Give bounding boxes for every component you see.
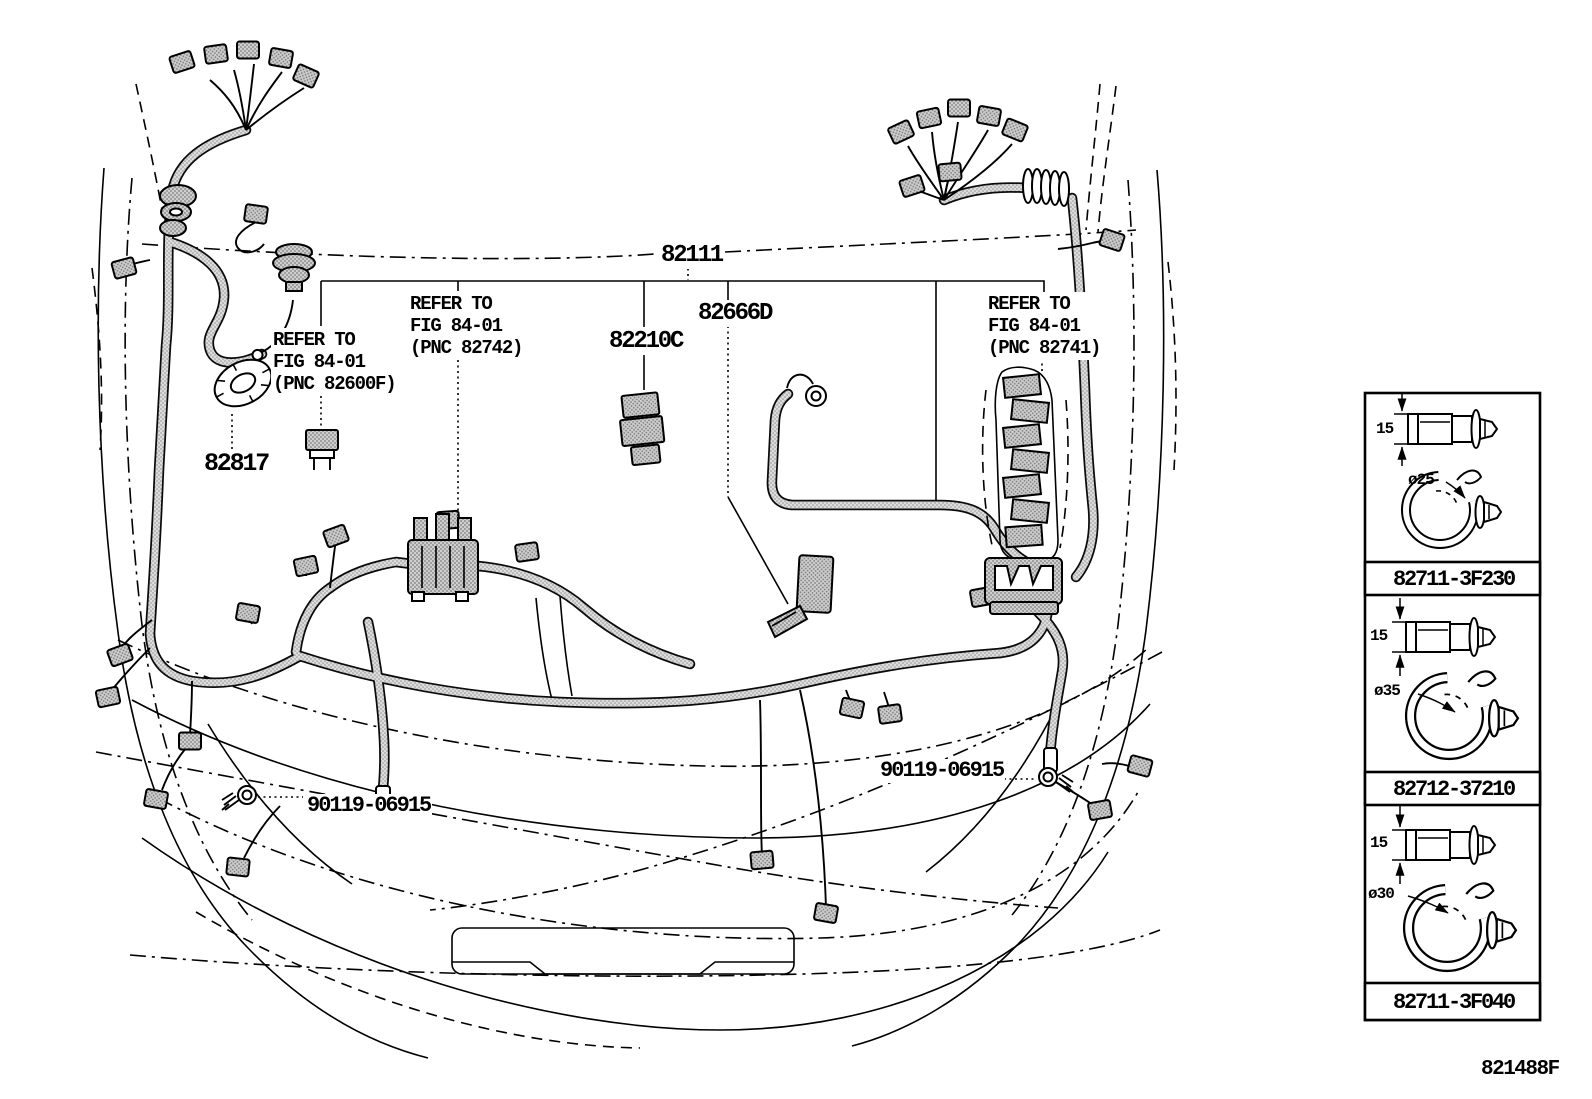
connector-icon [878,704,902,724]
part-number-82712-37210: 82712-37210 [1392,777,1515,802]
relay-82600f-icon [306,430,338,470]
bracket-82666d-icon [768,555,833,637]
connector-icon [107,643,133,666]
reference-line: REFER TO [988,293,1070,315]
reference-line: FIG 84-01 [988,315,1080,337]
connector-icon [899,175,925,198]
connector-icon [515,542,539,562]
ring-terminal-icon [806,386,826,406]
reference-note-82741 [986,292,1102,360]
horn-dome-icon [273,244,315,291]
relay-box-82742-icon [408,514,478,601]
connector-icon [814,903,839,924]
fuse-box-icon [985,558,1062,614]
bolt-icon [222,786,256,810]
connector-icon [948,100,970,117]
relay-82210c-icon [617,392,666,466]
dimension-label: 15 [1376,420,1394,438]
diameter-label: ø30 [1368,885,1394,903]
reference-note-82600f [271,328,397,396]
dimension-label: 15 [1370,834,1388,852]
connector-icon [269,48,294,69]
part-label-82666d: 82666D [698,300,772,327]
reference-line: REFER TO [410,293,492,315]
connector-icon [293,555,318,576]
connector-icon [839,697,864,718]
diameter-label: ø35 [1374,682,1400,700]
part-number-82711-3f040: 82711-3F040 [1392,990,1515,1015]
corrugated-tube-icon [1023,169,1069,206]
connector-icon [111,257,137,279]
connector-icon [938,163,961,182]
connector-icon [750,851,773,870]
wire-harness [150,130,1093,798]
part-label-82210c: 82210C [609,328,683,355]
bolt-icon [1039,768,1073,792]
connector-icon [237,42,259,59]
connector-icon [1002,118,1029,142]
part-number-82711-3f230: 82711-3F230 [1392,567,1515,592]
reference-line: FIG 84-01 [273,351,365,373]
diameter-label: ø25 [1408,471,1434,489]
reference-line: REFER TO [273,329,355,351]
grommet-icon [160,185,196,236]
part-label-82111: 82111 [661,242,723,269]
connector-icon [916,107,941,128]
figure-code: 821488F [1481,1058,1559,1081]
part-label-bolt-left: 90119-06915 [307,793,431,818]
connector-icon [204,44,228,64]
connector-icon [1099,229,1125,252]
dimension-label: 15 [1370,627,1388,645]
connector-icon [292,64,319,88]
connector-icon [179,733,201,750]
reference-note-82742 [408,292,524,360]
connector-icon [95,686,120,707]
connector-icon [244,204,268,224]
reference-line: (PNC 82600F) [273,373,396,395]
connector-icon [1088,800,1113,821]
part-label-82817: 82817 [204,449,269,478]
connector-icon [323,524,349,547]
connector-icon [226,857,250,876]
connector-icon [887,120,914,145]
connector-icon [236,603,261,624]
reference-line: (PNC 82741) [988,337,1101,359]
connector-icon [1127,755,1153,777]
connector-icon [144,789,169,810]
parts-panel [1365,392,1540,1020]
reference-line: (PNC 82742) [410,337,523,359]
connector-icon [977,106,1002,127]
connector-icon [169,51,195,74]
part-label-bolt-right: 90119-06915 [880,758,1004,783]
reference-line: FIG 84-01 [410,315,502,337]
